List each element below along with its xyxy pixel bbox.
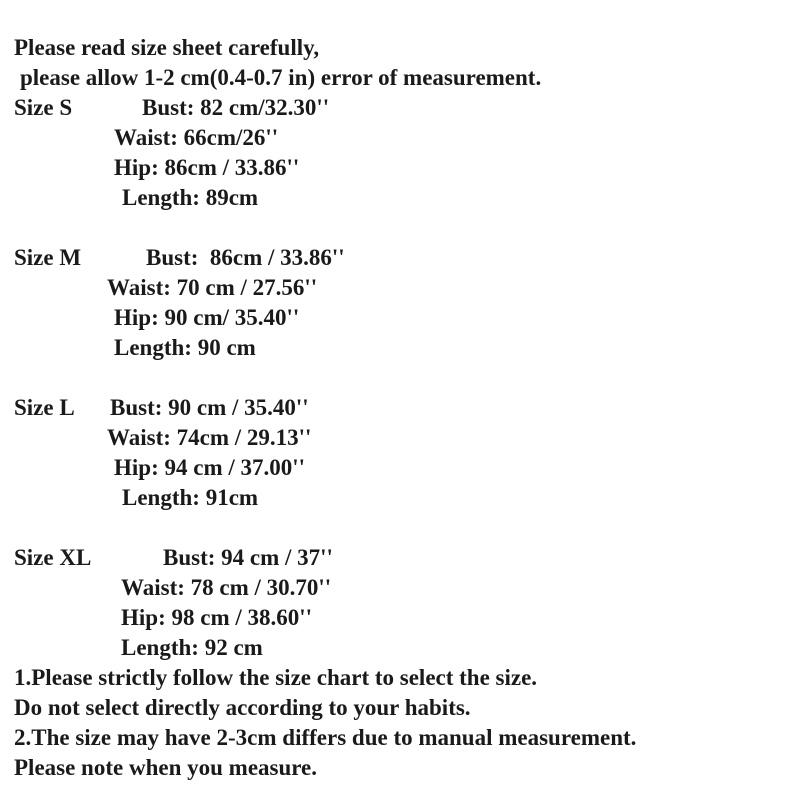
- size-s-label: Size S: [14, 95, 73, 120]
- size-m-label: Size M: [14, 245, 82, 270]
- size-s-hip: Hip: 86cm / 33.86'': [114, 155, 300, 180]
- size-s-waist: Waist: 66cm/26'': [114, 125, 279, 150]
- size-xl-hip: Hip: 98 cm / 38.60'': [121, 605, 313, 630]
- size-l-length: Length: 91cm: [122, 485, 259, 510]
- note-line-4: Please note when you measure.: [14, 755, 318, 780]
- size-l-label: Size L: [14, 395, 75, 420]
- size-s-bust: Bust: 82 cm/32.30'': [142, 95, 330, 120]
- size-l-bust: Bust: 90 cm / 35.40'': [110, 395, 309, 420]
- size-xl-length: Length: 92 cm: [121, 635, 263, 660]
- note-line-1: 1.Please strictly follow the size chart to select the size.: [14, 665, 538, 690]
- size-xl-label: Size XL: [14, 545, 92, 570]
- size-l-waist: Waist: 74cm / 29.13'': [107, 425, 312, 450]
- note-line-3: 2.The size may have 2-3cm differs due to manual measurement.: [14, 725, 637, 750]
- size-l-hip: Hip: 94 cm / 37.00'': [114, 455, 306, 480]
- size-m-bust: Bust: 86cm / 33.86'': [146, 245, 345, 270]
- size-xl-bust: Bust: 94 cm / 37'': [163, 545, 333, 570]
- size-m-hip: Hip: 90 cm/ 35.40'': [114, 305, 300, 330]
- size-s-length: Length: 89cm: [122, 185, 259, 210]
- size-m-waist: Waist: 70 cm / 27.56'': [107, 275, 318, 300]
- size-m-length: Length: 90 cm: [114, 335, 256, 360]
- note-line-2: Do not select directly according to your habits.: [14, 695, 471, 720]
- intro-line-1: Please read size sheet carefully,: [14, 35, 320, 60]
- intro-line-2: please allow 1-2 cm(0.4-0.7 in) error of measurement.: [20, 65, 542, 90]
- size-xl-waist: Waist: 78 cm / 30.70'': [121, 575, 332, 600]
